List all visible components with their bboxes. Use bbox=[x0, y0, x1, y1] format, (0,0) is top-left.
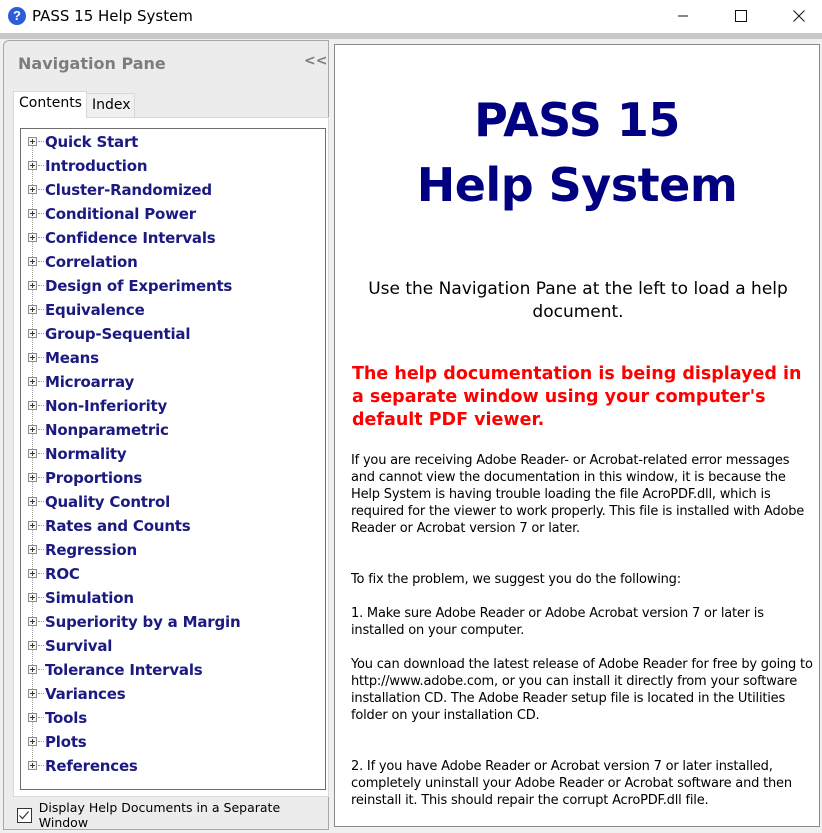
expand-plus-icon[interactable] bbox=[28, 593, 37, 602]
expand-plus-icon[interactable] bbox=[28, 761, 37, 770]
tree-item-label[interactable]: Plots bbox=[45, 733, 87, 751]
tree-item-label[interactable]: Equivalence bbox=[45, 301, 145, 319]
product-title: PASS 15 bbox=[474, 93, 680, 147]
tree-item-label[interactable]: Superiority by a Margin bbox=[45, 613, 241, 631]
tree-connector bbox=[38, 501, 44, 502]
tree-item-quick-start[interactable] bbox=[21, 131, 321, 153]
tree-connector bbox=[38, 261, 44, 262]
tree-item-label[interactable]: Group-Sequential bbox=[45, 325, 191, 343]
tree-connector bbox=[38, 621, 44, 622]
tree-item-label[interactable]: Microarray bbox=[45, 373, 135, 391]
tree-item-label[interactable]: Simulation bbox=[45, 589, 134, 607]
expand-plus-icon[interactable] bbox=[28, 209, 37, 218]
tree-connector bbox=[38, 429, 44, 430]
tree-item-label[interactable]: Means bbox=[45, 349, 99, 367]
tree-connector bbox=[38, 141, 44, 142]
tree-item-label[interactable]: Cluster-Randomized bbox=[45, 181, 212, 199]
navigation-pane bbox=[3, 40, 329, 830]
tree-item-label[interactable]: Correlation bbox=[45, 253, 138, 271]
tree-connector bbox=[38, 333, 44, 334]
tree-item-label[interactable]: Quick Start bbox=[45, 133, 139, 151]
tree-connector bbox=[38, 525, 44, 526]
tree-item-roc[interactable] bbox=[21, 563, 321, 585]
tree-connector bbox=[38, 765, 44, 766]
contents-tab-panel bbox=[13, 117, 329, 797]
tree-item-normality[interactable] bbox=[21, 443, 321, 465]
expand-plus-icon[interactable] bbox=[28, 617, 37, 626]
expand-plus-icon[interactable] bbox=[28, 713, 37, 722]
expand-plus-icon[interactable] bbox=[28, 689, 37, 698]
expand-plus-icon[interactable] bbox=[28, 449, 37, 458]
tree-item-design-of-experiments[interactable] bbox=[21, 275, 321, 297]
tree-item-label[interactable]: Tools bbox=[45, 709, 87, 727]
tree-item-equivalence[interactable] bbox=[21, 299, 321, 321]
expand-plus-icon[interactable] bbox=[28, 353, 37, 362]
tree-connector bbox=[38, 213, 44, 214]
tab-contents[interactable]: Contents bbox=[13, 91, 87, 118]
tree-item-tools[interactable] bbox=[21, 707, 321, 729]
tree-item-label[interactable]: Survival bbox=[45, 637, 113, 655]
tree-item-label[interactable]: Nonparametric bbox=[45, 421, 169, 439]
tree-item-microarray[interactable] bbox=[21, 371, 321, 393]
help-system-title: Help System bbox=[416, 158, 738, 212]
collapse-nav-button[interactable]: << bbox=[304, 53, 328, 69]
tree-item-label[interactable]: Regression bbox=[45, 541, 138, 559]
tree-connector bbox=[38, 645, 44, 646]
tree-connector bbox=[38, 237, 44, 238]
tree-item-label[interactable]: Design of Experiments bbox=[45, 277, 233, 295]
tree-connector bbox=[38, 381, 44, 382]
instruction-text: Use the Navigation Pane at the left to load a help document. bbox=[368, 279, 788, 322]
tree-connector bbox=[38, 165, 44, 166]
separate-window-checkbox-label: Display Help Documents in a Separate Window bbox=[38, 800, 281, 830]
tree-item-label[interactable]: ROC bbox=[45, 565, 80, 583]
expand-plus-icon[interactable] bbox=[28, 161, 37, 170]
tree-item-label[interactable]: Rates and Counts bbox=[45, 517, 191, 535]
tree-item-label[interactable]: Normality bbox=[45, 445, 127, 463]
expand-plus-icon[interactable] bbox=[28, 233, 37, 242]
tree-item-label[interactable]: Confidence Intervals bbox=[45, 229, 216, 247]
tree-item-label[interactable]: Tolerance Intervals bbox=[45, 661, 203, 679]
tree-item-superiority-by-a-margin[interactable] bbox=[21, 611, 321, 633]
expand-plus-icon[interactable] bbox=[28, 137, 37, 146]
tree-item-label[interactable]: Introduction bbox=[45, 157, 148, 175]
help-question-icon: ? bbox=[8, 7, 26, 25]
tree-item-label[interactable]: References bbox=[45, 757, 138, 775]
tree-item-regression[interactable] bbox=[21, 539, 321, 561]
tree-item-simulation[interactable] bbox=[21, 587, 321, 609]
tree-item-label[interactable]: Proportions bbox=[45, 469, 143, 487]
help-content-pane bbox=[334, 44, 820, 827]
tree-connector bbox=[38, 741, 44, 742]
fix-step-1: 1. Make sure Adobe Reader or Adobe Acrobat version 7 or later is installed on your computer. bbox=[351, 606, 764, 638]
tree-item-means[interactable] bbox=[21, 347, 321, 369]
fix-step-2: 2. If you have Adobe Reader or Acrobat version 7 or later installed, completely uninstall your Adobe Reader or Acrobat software and then reinstall it. This should repair the corrupt AcroPDF.dll file. bbox=[351, 759, 792, 808]
checkmark-icon bbox=[18, 809, 30, 821]
fix-intro-paragraph: To fix the problem, we suggest you do the following: bbox=[351, 572, 681, 587]
expand-plus-icon[interactable] bbox=[28, 545, 37, 554]
nav-pane-title: Navigation Pane bbox=[18, 54, 166, 73]
tree-item-introduction[interactable] bbox=[21, 155, 321, 177]
pdf-viewer-warning: The help documentation is being displayed in a separate window using your computer's default PDF viewer. bbox=[352, 364, 802, 430]
tree-connector bbox=[38, 549, 44, 550]
minimize-button[interactable] bbox=[660, 0, 706, 31]
tree-connector bbox=[38, 477, 44, 478]
expand-plus-icon[interactable] bbox=[28, 641, 37, 650]
close-button[interactable] bbox=[776, 0, 822, 31]
tree-item-confidence-intervals[interactable] bbox=[21, 227, 321, 249]
tree-item-label[interactable]: Non-Inferiority bbox=[45, 397, 168, 415]
close-icon bbox=[793, 10, 805, 22]
maximize-icon bbox=[735, 10, 747, 22]
tree-connector bbox=[38, 693, 44, 694]
tree-item-label[interactable]: Variances bbox=[45, 685, 126, 703]
tree-connector bbox=[38, 357, 44, 358]
tree-item-survival[interactable] bbox=[21, 635, 321, 657]
tree-item-label[interactable]: Conditional Power bbox=[45, 205, 196, 223]
expand-plus-icon[interactable] bbox=[28, 305, 37, 314]
tree-item-rates-and-counts[interactable] bbox=[21, 515, 321, 537]
error-explanation-paragraph: If you are receiving Adobe Reader- or Acrobat-related error messages and cannot view the documentation in this window, it is because the Help System is having trouble loading the file AcroPDF.dll, which is required for the viewer to work properly. This file is installed with Adobe Reader or Acrobat version 7 or later. bbox=[351, 453, 805, 536]
expand-plus-icon[interactable] bbox=[28, 497, 37, 506]
tree-connector bbox=[38, 573, 44, 574]
title-bar bbox=[0, 0, 822, 33]
expand-plus-icon[interactable] bbox=[28, 281, 37, 290]
minimize-icon bbox=[677, 10, 689, 22]
expand-plus-icon[interactable] bbox=[28, 569, 37, 578]
tree-connector bbox=[38, 405, 44, 406]
tab-index[interactable]: Index bbox=[86, 93, 135, 118]
expand-plus-icon[interactable] bbox=[28, 521, 37, 530]
tree-item-nonparametric[interactable] bbox=[21, 419, 321, 441]
expand-plus-icon[interactable] bbox=[28, 329, 37, 338]
tree-connector bbox=[38, 597, 44, 598]
maximize-button[interactable] bbox=[718, 0, 764, 31]
tree-connector bbox=[38, 717, 44, 718]
expand-plus-icon[interactable] bbox=[28, 257, 37, 266]
expand-plus-icon[interactable] bbox=[28, 185, 37, 194]
tree-item-non-inferiority[interactable] bbox=[21, 395, 321, 417]
tree-item-quality-control[interactable] bbox=[21, 491, 321, 513]
tree-item-label[interactable]: Quality Control bbox=[45, 493, 171, 511]
tree-item-correlation[interactable] bbox=[21, 251, 321, 273]
expand-plus-icon[interactable] bbox=[28, 377, 37, 386]
separate-window-checkbox[interactable] bbox=[17, 808, 32, 823]
tree-connector bbox=[38, 669, 44, 670]
download-paragraph: You can download the latest release of Adobe Reader for free by going to http://www.adobe.com, or you can install it directly from your software installation CD. The Adobe Reader setup file is located in the Utilities folder on your installation CD. bbox=[351, 657, 813, 723]
tree-item-variances[interactable] bbox=[21, 683, 321, 705]
tree-item-proportions[interactable] bbox=[21, 467, 321, 489]
expand-plus-icon[interactable] bbox=[28, 665, 37, 674]
tree-item-plots[interactable] bbox=[21, 731, 321, 753]
tree-connector bbox=[38, 285, 44, 286]
tree-connector bbox=[38, 453, 44, 454]
tree-item-cluster-randomized[interactable] bbox=[21, 179, 321, 201]
contents-tree[interactable] bbox=[20, 128, 326, 790]
separate-window-checkbox-row[interactable] bbox=[17, 800, 328, 830]
window-title: PASS 15 Help System bbox=[32, 7, 193, 25]
tree-connector bbox=[38, 189, 44, 190]
tree-connector bbox=[38, 309, 44, 310]
expand-plus-icon[interactable] bbox=[28, 401, 37, 410]
tree-item-group-sequential[interactable] bbox=[21, 323, 321, 345]
expand-plus-icon[interactable] bbox=[28, 425, 37, 434]
tree-item-conditional-power[interactable] bbox=[21, 203, 321, 225]
tree-item-tolerance-intervals[interactable] bbox=[21, 659, 321, 681]
tree-item-references[interactable] bbox=[21, 755, 321, 777]
expand-plus-icon[interactable] bbox=[28, 737, 37, 746]
expand-plus-icon[interactable] bbox=[28, 473, 37, 482]
